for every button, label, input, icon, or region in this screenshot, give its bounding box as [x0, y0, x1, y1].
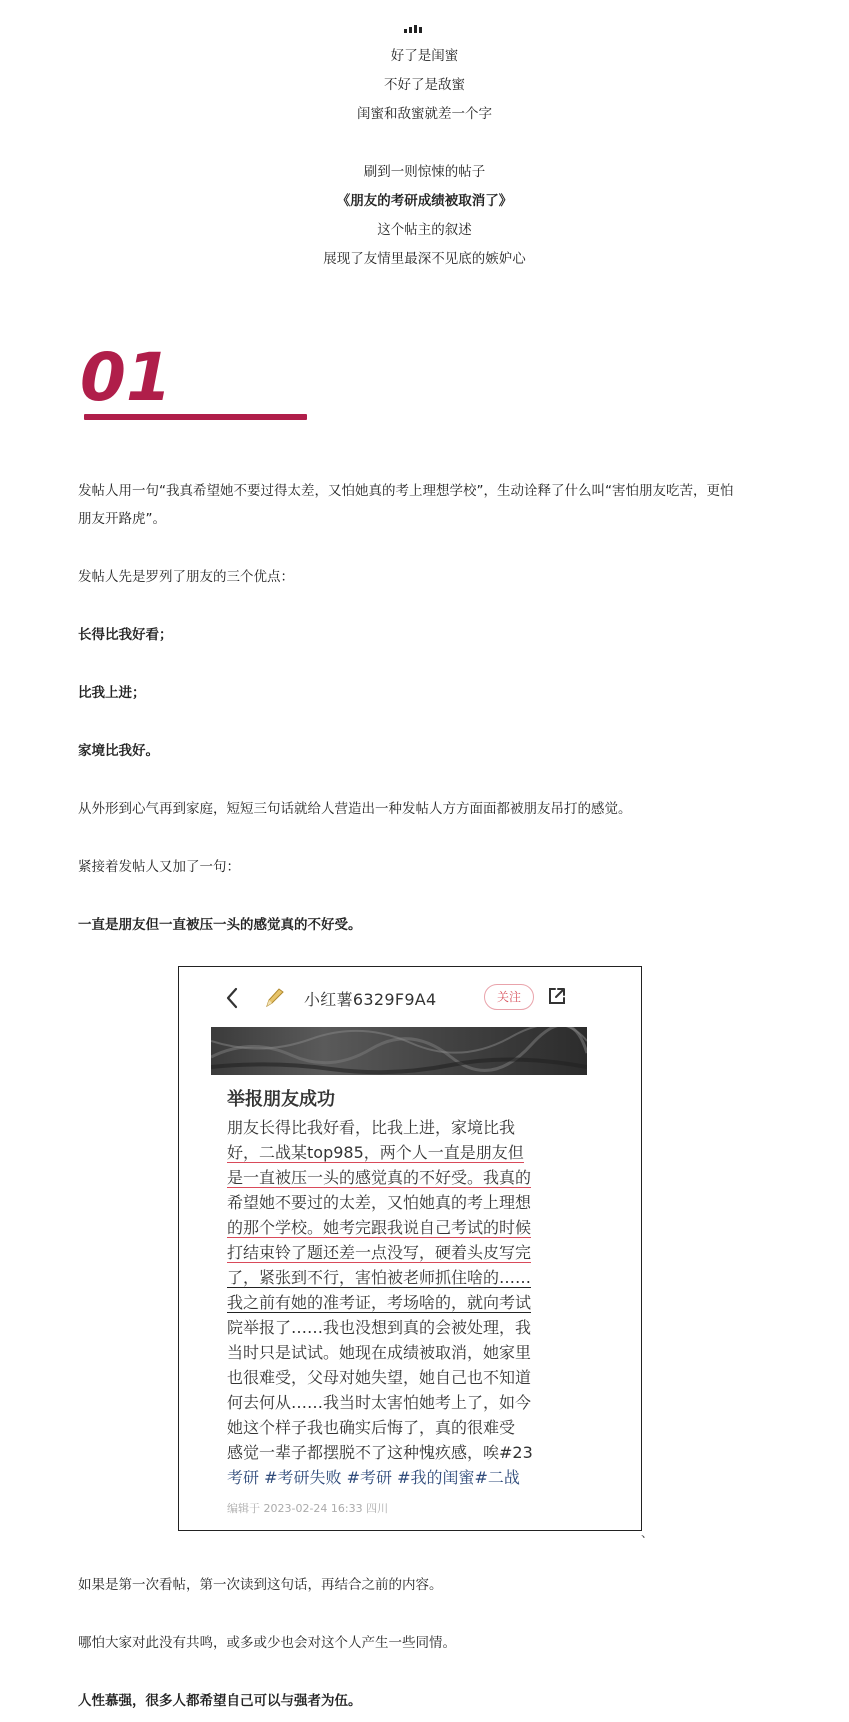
stray-mark: 、 — [641, 1526, 654, 1540]
intro-line: 不好了是敌蜜 — [384, 77, 465, 93]
paragraph-8: 一直是朋友但一直被压一头的感觉真的不好受。 — [78, 917, 362, 933]
paragraph-5: 家境比我好。 — [78, 743, 159, 759]
follow-button[interactable]: 关注 — [484, 984, 534, 1010]
post-line: 朋友长得比我好看，比我上进，家境比我 — [227, 1118, 516, 1137]
paragraph-7: 紧接着发帖人又加了一句： — [78, 859, 240, 875]
post-line: 何去何从……我当时太害怕她考上了，如今 — [227, 1393, 532, 1412]
section-number-text: 01 — [80, 340, 172, 410]
post-line: 当时只是试试。她现在成绩被取消，她家里 — [227, 1343, 532, 1362]
paragraph-2: 发帖人先是罗列了朋友的三个优点： — [78, 569, 294, 585]
post-line: 感觉一辈子都摆脱不了这种愧疚感，唉#23 — [227, 1443, 533, 1462]
post-body — [227, 1115, 572, 1490]
intro-line: 闺蜜和敌蜜就差一个字 — [357, 106, 492, 122]
post-title: 举报朋友成功 — [227, 1089, 335, 1110]
intro-line: 展现了友情里最深不见底的嫉妒心 — [323, 251, 526, 267]
paragraph-3: 长得比我好看； — [78, 627, 173, 643]
username: 小红薯6329F9A4 — [304, 990, 437, 1009]
section-number — [78, 340, 258, 410]
share-icon[interactable] — [546, 985, 568, 1007]
post-screenshot — [178, 966, 642, 1531]
post-line: 我之前有她的准考证，考场啥的，就向考试 — [227, 1293, 532, 1312]
paragraph-10: 哪怕大家对此没有共鸣，或多或少也会对这个人产生一些同情。 — [78, 1635, 456, 1651]
signal-bars-icon — [404, 25, 426, 33]
paragraph-11: 人性慕强，很多人都希望自己可以与强者为伍。 — [78, 1693, 362, 1709]
post-hashtags: 考研 #考研失败 #考研 #我的闺蜜#二战 — [227, 1468, 520, 1487]
post-line: 院举报了……我也没想到真的会被处理，我 — [227, 1318, 532, 1337]
post-header — [179, 967, 641, 1027]
post-line: 也很难受，父母对她失望，她自己也不知道 — [227, 1368, 532, 1387]
edit-timestamp: 编辑于 2023-02-24 16:33 四川 — [227, 1502, 389, 1515]
post-line: 好，二战某top985，两个人一直是朋友但 — [227, 1143, 524, 1162]
post-line: 打结束铃了题还差一点没写，硬着头皮写完 — [227, 1243, 532, 1262]
intro-line: 好了是闺蜜 — [390, 48, 459, 64]
paragraph-6: 从外形到心气再到家庭，短短三句话就给人营造出一种发帖人方方面面都被朋友吊打的感觉。 — [78, 801, 632, 817]
paragraph-4: 比我上进； — [78, 685, 146, 701]
post-photo-strip — [211, 1027, 587, 1075]
post-line: 希望她不要过的太差，又怕她真的考上理想 — [227, 1193, 532, 1212]
back-arrow-icon[interactable] — [225, 987, 239, 1009]
post-title-quote: 《朋友的考研成绩被取消了》 — [336, 193, 513, 209]
post-line: 是一直被压一头的感觉真的不好受。我真的 — [227, 1168, 532, 1187]
pencil-icon — [263, 986, 285, 1008]
intro-line: 刷到一则惊悚的帖子 — [363, 164, 486, 180]
intro-line: 这个帖主的叙述 — [377, 222, 472, 238]
paragraph-9: 如果是第一次看帖，第一次读到这句话，再结合之前的内容。 — [78, 1577, 443, 1593]
post-line: 的那个学校。她考完跟我说自己考试的时候 — [227, 1218, 532, 1237]
paragraph-1-line-2: 朋友开路虎”。 — [78, 511, 166, 527]
post-line: 她这个样子我也确实后悔了，真的很难受 — [227, 1418, 516, 1437]
section-divider — [84, 414, 307, 420]
paragraph-1-line-1: 发帖人用一句“我真希望她不要过得太差，又怕她真的考上理想学校”，生动诠释了什么叫“害怕朋友吃苦，更怕 — [78, 483, 734, 499]
post-line: 了，紧张到不行，害怕被老师抓住啥的…… — [227, 1268, 532, 1287]
